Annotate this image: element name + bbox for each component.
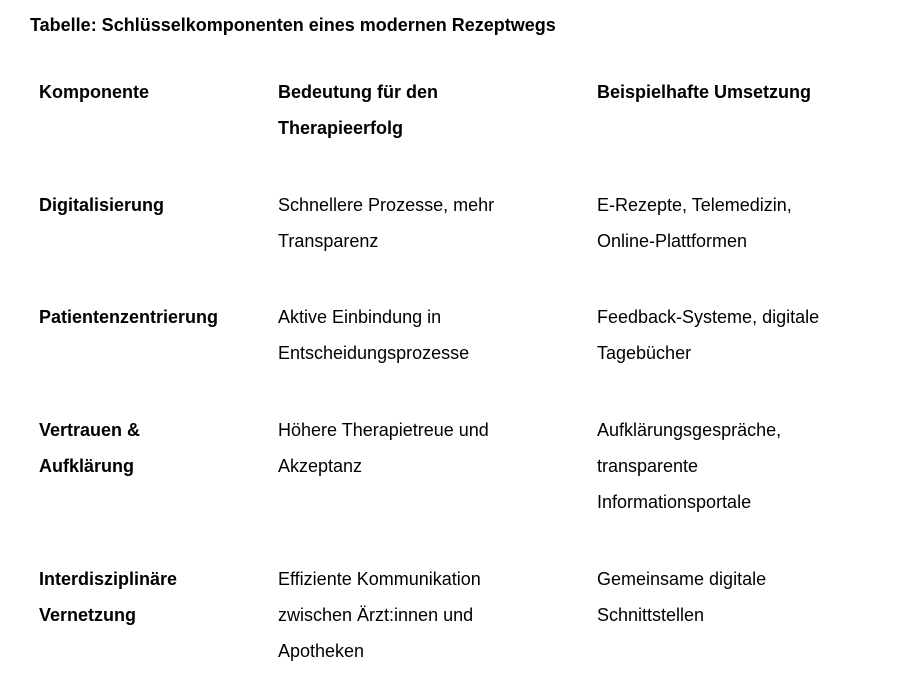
cell-line: Interdisziplinäre — [39, 569, 178, 589]
table-row — [39, 299, 899, 412]
table-header-row — [39, 74, 899, 187]
header-line: Komponente — [39, 82, 149, 102]
cell-bedeutung — [278, 412, 597, 484]
cell-komponente — [39, 299, 278, 335]
cell-line: Feedback-Systeme, digitale — [597, 307, 820, 327]
cell-line: Aufklärungsgespräche, — [597, 420, 782, 440]
cell-bedeutung — [278, 299, 597, 371]
cell-line: Aktive Einbindung in — [278, 307, 442, 327]
header-komponente — [39, 74, 278, 110]
cell-bedeutung — [278, 561, 597, 669]
components-table — [39, 74, 899, 669]
header-bedeutung — [278, 74, 597, 146]
cell-umsetzung — [597, 412, 897, 520]
table-row — [39, 561, 899, 669]
cell-line: Schnittstellen — [597, 605, 705, 625]
cell-komponente — [39, 561, 278, 633]
cell-umsetzung — [597, 299, 897, 371]
header-line: Therapieerfolg — [278, 118, 404, 138]
header-line: Beispielhafte Umsetzung — [597, 82, 812, 102]
cell-line: Vertrauen & — [39, 420, 141, 440]
cell-line: Informationsportale — [597, 492, 752, 512]
cell-line: Akzeptanz — [278, 456, 363, 476]
table-row — [39, 187, 899, 299]
cell-line: Vernetzung — [39, 605, 137, 625]
cell-line: E-Rezepte, Telemedizin, — [597, 195, 792, 215]
table-caption: Tabelle: Schlüsselkomponenten eines modernen Rezeptwegs — [30, 15, 556, 35]
cell-line: Apotheken — [278, 641, 365, 661]
header-umsetzung — [597, 74, 897, 110]
cell-line: zwischen Ärzt:innen und — [278, 605, 474, 625]
cell-line: Aufklärung — [39, 456, 135, 476]
cell-line: transparente — [597, 456, 699, 476]
cell-komponente — [39, 187, 278, 223]
cell-line: Gemeinsame digitale — [597, 569, 767, 589]
cell-line: Tagebücher — [597, 343, 692, 363]
cell-line: Effiziente Kommunikation — [278, 569, 481, 589]
table-row — [39, 412, 899, 561]
cell-komponente — [39, 412, 278, 484]
cell-line: Höhere Therapietreue und — [278, 420, 489, 440]
cell-line: Online-Plattformen — [597, 231, 748, 251]
cell-line: Schnellere Prozesse, mehr — [278, 195, 495, 215]
header-line: Bedeutung für den — [278, 82, 438, 102]
cell-line: Transparenz — [278, 231, 379, 251]
cell-bedeutung — [278, 187, 597, 259]
cell-line: Entscheidungsprozesse — [278, 343, 470, 363]
cell-umsetzung — [597, 561, 897, 633]
cell-line: Digitalisierung — [39, 195, 165, 215]
cell-line: Patientenzentrierung — [39, 307, 219, 327]
cell-umsetzung — [597, 187, 897, 259]
